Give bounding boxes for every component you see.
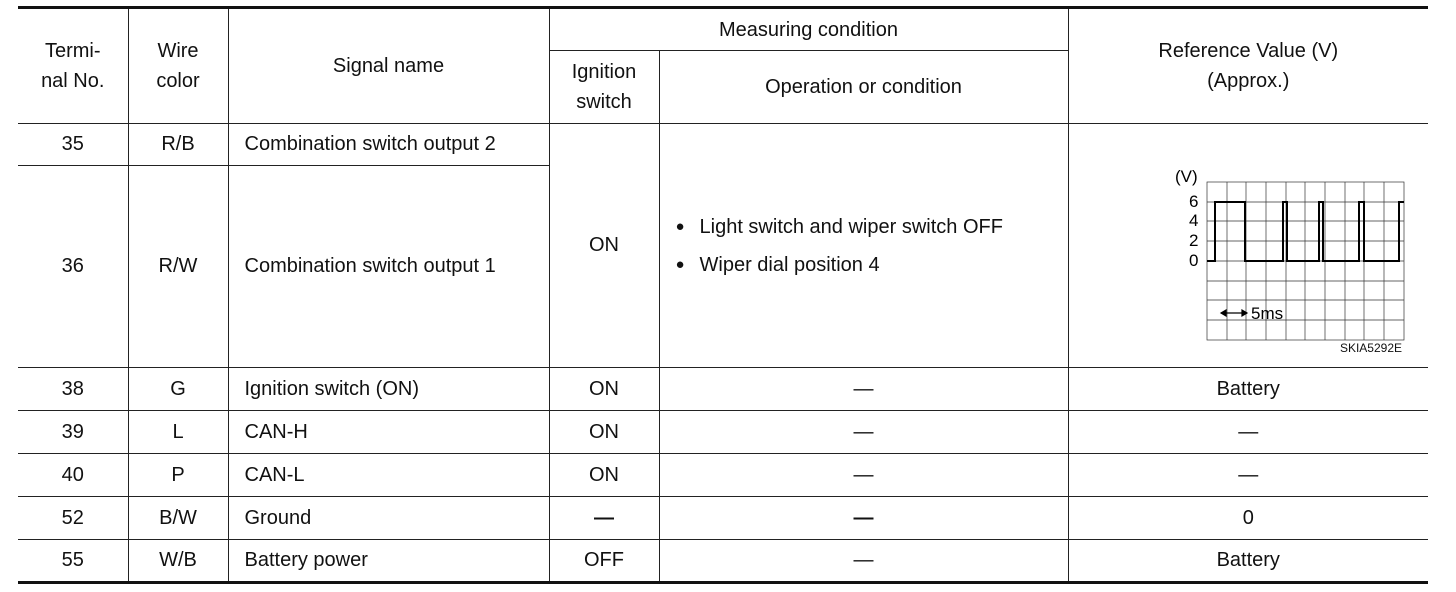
- header-operation: [659, 51, 1068, 124]
- waveform-ytick: 6: [1188, 192, 1198, 211]
- cell-operation-shared: [659, 124, 1068, 368]
- table-row: [18, 497, 1428, 540]
- waveform-ytick: 0: [1188, 251, 1198, 270]
- cell-terminal: 52: [18, 497, 128, 540]
- cell-wire: L: [128, 411, 228, 454]
- table-row: [18, 124, 1428, 166]
- header-reference-text: Reference Value (V) (Approx.): [1158, 40, 1339, 92]
- cell-signal: CAN-L: [228, 454, 549, 497]
- cell-wire: P: [128, 454, 228, 497]
- cell-ignition-shared: ON: [549, 124, 659, 368]
- cell-wire: R/B: [128, 124, 228, 166]
- header-terminal-no: [18, 8, 128, 124]
- cell-operation: —: [659, 540, 1068, 583]
- cell-operation: —: [659, 411, 1068, 454]
- header-ignition-switch: [549, 51, 659, 124]
- cell-wire: R/W: [128, 166, 228, 368]
- cell-reference: —: [1068, 454, 1428, 497]
- condition-list: [660, 208, 1068, 284]
- waveform-unit-label: (V): [1174, 167, 1198, 186]
- cell-terminal: 55: [18, 540, 128, 583]
- header-ignition-text: Ignition switch: [571, 61, 637, 113]
- cell-signal: Ignition switch (ON): [228, 368, 549, 411]
- cell-reference: Battery: [1068, 540, 1428, 583]
- header-signal-text: Signal name: [332, 55, 445, 77]
- condition-item: ● Light switch and wiper switch OFF: [676, 208, 1068, 246]
- cell-terminal: 40: [18, 454, 128, 497]
- condition-item: ● Wiper dial position 4: [676, 246, 1068, 284]
- cell-operation: —: [659, 497, 1068, 540]
- cell-reference: Battery: [1068, 368, 1428, 411]
- figure-code: SKIA5292E: [1339, 341, 1402, 355]
- waveform-ytick: 2: [1188, 231, 1198, 250]
- cell-reference: 0: [1068, 497, 1428, 540]
- cell-signal: Combination switch output 2: [228, 124, 549, 166]
- cell-ignition: ON: [549, 411, 659, 454]
- cell-wire: B/W: [128, 497, 228, 540]
- time-span-marker: [1221, 310, 1247, 316]
- header-measuring-condition: [549, 8, 1068, 51]
- cell-terminal: 38: [18, 368, 128, 411]
- header-signal-name: [228, 8, 549, 124]
- cell-signal: CAN-H: [228, 411, 549, 454]
- cell-ignition: ON: [549, 368, 659, 411]
- cell-terminal: 36: [18, 166, 128, 368]
- table-row: [18, 540, 1428, 583]
- cell-wire: G: [128, 368, 228, 411]
- cell-signal: Battery power: [228, 540, 549, 583]
- waveform-ytick: 4: [1188, 211, 1198, 230]
- time-span-label: 5ms: [1250, 304, 1283, 323]
- waveform-svg: [1127, 152, 1405, 342]
- table-row: [18, 368, 1428, 411]
- cell-terminal: 35: [18, 124, 128, 166]
- header-measuring-text: Measuring condition: [719, 18, 898, 41]
- table-row: [18, 454, 1428, 497]
- cell-ignition: —: [549, 497, 659, 540]
- waveform-figure: [1127, 152, 1405, 342]
- cell-ignition: ON: [549, 454, 659, 497]
- header-terminal-text: Termi- nal No.: [41, 40, 105, 92]
- waveform-trace: [1207, 202, 1404, 261]
- cell-signal: Combination switch output 1: [228, 166, 549, 368]
- cell-operation: —: [659, 454, 1068, 497]
- cell-signal: Ground: [228, 497, 549, 540]
- cell-waveform: [1068, 124, 1428, 368]
- header-operation-text: Operation or condition: [765, 76, 962, 98]
- cell-ignition: OFF: [549, 540, 659, 583]
- terminal-spec-table: [18, 6, 1428, 584]
- cell-reference: —: [1068, 411, 1428, 454]
- header-wire-color: [128, 8, 228, 124]
- table-row: [18, 411, 1428, 454]
- cell-operation: —: [659, 368, 1068, 411]
- header-reference-value: [1068, 8, 1428, 124]
- cell-wire: W/B: [128, 540, 228, 583]
- cell-terminal: 39: [18, 411, 128, 454]
- header-wire-text: Wire color: [156, 40, 200, 92]
